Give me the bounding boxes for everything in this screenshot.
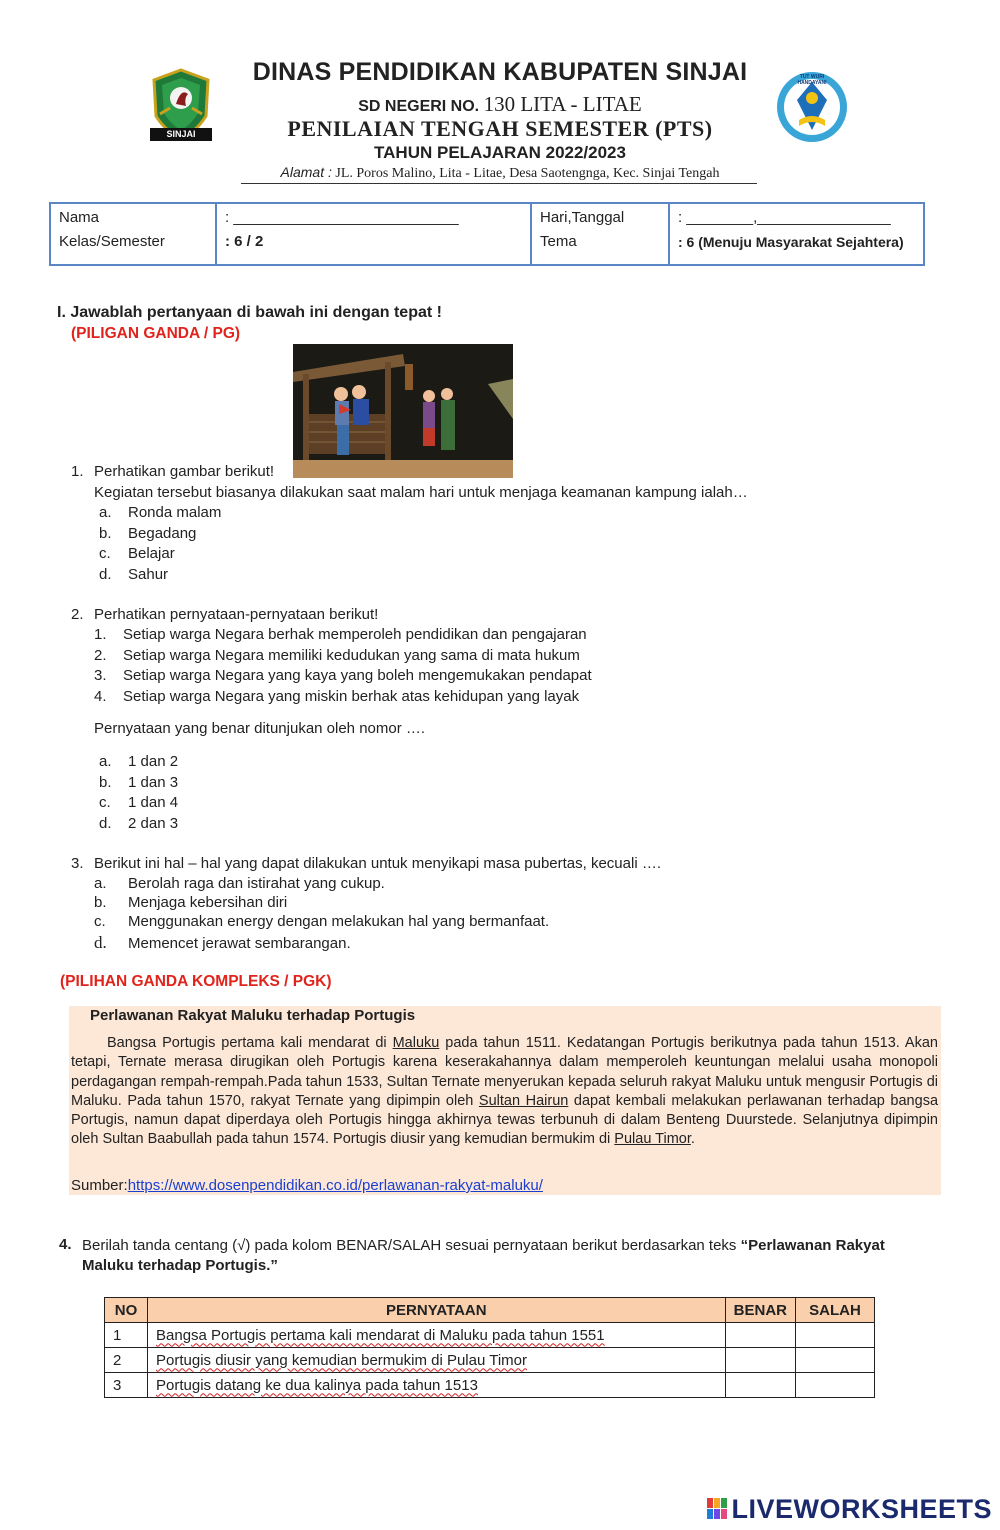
q1-prompt: Perhatikan gambar berikut! — [94, 463, 275, 480]
name-label: Nama — [59, 209, 100, 226]
exam-title: PENILAIAN TENGAH SEMESTER (PTS) — [287, 116, 713, 141]
q2-statements — [94, 625, 794, 707]
q3-option-a[interactable]: a. Berolah raga dan istirahat yang cukup. — [94, 875, 385, 892]
row-no: 2 — [105, 1348, 148, 1373]
source-label: Sumber: — [71, 1177, 128, 1194]
q4-prompt: Berilah tanda centang (√) pada kolom BENAR/SALAH sesuai pernyataan berikut berdasarkan teks “Perlawanan Rakyat Maluku terhadap Portugis.” — [82, 1237, 885, 1274]
q2-statement-1: 1. Setiap warga Negara berhak memperoleh pendidikan dan pengajaran — [94, 626, 587, 643]
table-row — [105, 1323, 875, 1348]
q3-option-c[interactable]: c. Menggunakan energy dengan melakukan hal yang bermanfaat. — [94, 913, 550, 930]
salah-cell-3[interactable] — [796, 1373, 875, 1398]
benar-cell-1[interactable] — [725, 1323, 795, 1348]
q3-prompt: Berikut ini hal – hal yang dapat dilakukan untuk menyikapi masa pubertas, kecuali …. — [94, 855, 661, 872]
benar-cell-3[interactable] — [725, 1373, 795, 1398]
right-logo-label: TUT WURI HANDAYANI — [797, 74, 827, 86]
header-divider — [241, 183, 757, 184]
col-benar: BENAR — [725, 1298, 795, 1323]
section-title: I. Jawablah pertanyaan di bawah ini dengan tepat ! — [57, 304, 442, 321]
reading-title: Perlawanan Rakyat Maluku terhadap Portugis — [90, 1007, 416, 1024]
class-label: Kelas/Semester — [59, 233, 165, 250]
liveworksheets-logo — [707, 1494, 992, 1525]
agency-title: DINAS PENDIDIKAN KABUPATEN SINJAI — [252, 58, 748, 86]
address-line — [0, 164, 1000, 182]
school-prefix: SD NEGERI NO. — [358, 98, 480, 115]
q2-option-c[interactable]: c. 1 dan 4 — [99, 794, 179, 811]
theme-label: Tema — [540, 233, 577, 250]
liveworksheets-icon — [707, 1496, 729, 1518]
table-row — [105, 1373, 875, 1398]
row-statement: Bangsa Portugis pertama kali mendarat di Maluku pada tahun 1551 — [156, 1326, 605, 1344]
q2-statement-2: 2. Setiap warga Negara memiliki kedudukan yang sama di mata hukum — [94, 646, 580, 664]
row-no: 3 — [105, 1373, 148, 1398]
q3-option-b[interactable]: b. Menjaga kebersihan diri — [94, 894, 288, 911]
address-text: JL. Poros Malino, Lita - Litae, Desa Saotengnga, Kec. Sinjai Tengah — [335, 166, 720, 181]
left-logo-label: SINJAI — [150, 128, 212, 141]
reading-text: Bangsa Portugis pertama kali mendarat di Maluku pada tahun 1511. Kedatangan Portugis berikutnya pada tahun 1513. Akan tetapi, Ternate merasa dirugikan oleh Portugis karena keserakahannya dalam memperoleh keuntungan melalui usaha monopoli perdagangan rempah-rempah.Pada tahun 1533, Sultan Ternate menyerukan kepada seluruh rakyat Maluku untuk mengusir Portugis di Maluku. Pada tahun 1570, rakyat Ternate yang dipimpin oleh Sultan Hairun dapat kembali melakukan perlawanan terhadap bangsa Portugis, namun dapat diperdaya oleh Portugis hingga akhirnya tewas terbunuh di dalam Benteng Duurstede. Selanjutnya dipimpin oleh Sultan Baabullah pada tahun 1574. Portugis diusir yang kemudian bermukim di Pulau Timor. — [71, 1035, 939, 1148]
school-title — [0, 92, 1000, 117]
night-patrol-illustration — [293, 344, 513, 478]
answer-table-header — [105, 1298, 875, 1323]
q2-option-b[interactable]: b. 1 dan 3 — [99, 773, 179, 791]
col-salah: SALAH — [796, 1298, 875, 1323]
q1-options — [99, 503, 499, 585]
q2-statement-3: 3. Setiap warga Negara yang kaya yang boleh mengemukakan pendapat — [94, 667, 592, 684]
row-no: 1 — [105, 1323, 148, 1348]
q2-option-d[interactable]: d. 2 dan 3 — [99, 814, 179, 832]
q1-option-d[interactable]: d. Sahur — [99, 565, 169, 583]
col-no: NO — [105, 1298, 148, 1323]
q4-number: 4. — [59, 1236, 72, 1253]
benar-cell-2[interactable] — [725, 1348, 795, 1373]
liveworksheets-text: LIVEWORKSHEETS — [731, 1494, 992, 1524]
q2-statement-4: 4. Setiap warga Negara yang miskin berhak atas kehidupan yang layak — [94, 687, 580, 705]
q2-number: 2. — [71, 606, 84, 623]
year-title: TAHUN PELAJARAN 2022/2023 — [374, 143, 626, 162]
salah-cell-2[interactable] — [796, 1348, 875, 1373]
q1-option-a[interactable]: a. Ronda malam — [99, 504, 222, 521]
link-maluku[interactable]: Maluku — [392, 1035, 440, 1051]
q2-question: Pernyataan yang benar ditunjukan oleh nomor …. — [94, 720, 426, 737]
q2-prompt: Perhatikan pernyataan-pernyataan berikut! — [94, 606, 379, 623]
class-value: : 6 / 2 — [225, 233, 264, 250]
q1-option-c[interactable]: c. Belajar — [99, 545, 175, 562]
answer-table — [104, 1297, 875, 1398]
q3-number: 3. — [71, 855, 84, 872]
row-statement: Portugis datang ke dua kalinya pada tahun 1513 — [156, 1376, 478, 1394]
school-name: 130 LITA - LITAE — [483, 92, 642, 116]
q2-options — [99, 752, 499, 834]
section-subtitle-pg: (PILIGAN GANDA / PG) — [71, 325, 241, 342]
row-statement: Portugis diusir yang kemudian bermukim di Pulau Timor — [156, 1351, 527, 1369]
theme-value: : 6 (Menuju Masyarakat Sejahtera) — [678, 234, 904, 250]
identity-table — [49, 202, 925, 266]
link-sultan-hairun[interactable]: Sultan Hairun — [478, 1092, 569, 1109]
table-row — [105, 1348, 875, 1373]
q1-number: 1. — [71, 463, 84, 480]
col-statement: PERNYATAAN — [148, 1298, 726, 1323]
section-subtitle-pgk: (PILIHAN GANDA KOMPLEKS / PGK) — [60, 973, 332, 990]
q3-option-d[interactable]: d. Memencet jerawat sembarangan. — [94, 933, 351, 952]
salah-cell-1[interactable] — [796, 1323, 875, 1348]
source-link[interactable]: https://www.dosenpendidikan.co.id/perlawanan-rakyat-maluku/ — [127, 1177, 543, 1194]
reading-source — [71, 1177, 543, 1194]
q1-option-b[interactable]: b. Begadang — [99, 524, 197, 542]
q2-option-a[interactable]: a. 1 dan 2 — [99, 753, 179, 770]
q3-options — [94, 874, 794, 953]
address-label: Alamat : — [280, 164, 332, 180]
date-field[interactable]: : ________,________________ — [678, 209, 891, 226]
link-pulau-timor[interactable]: Pulau Timor — [614, 1131, 691, 1148]
date-label: Hari,Tanggal — [540, 209, 625, 226]
q1-question: Kegiatan tersebut biasanya dilakukan saat malam hari untuk menjaga keamanan kampung ialah… — [94, 484, 748, 501]
name-field[interactable]: : ___________________________ — [225, 209, 459, 226]
